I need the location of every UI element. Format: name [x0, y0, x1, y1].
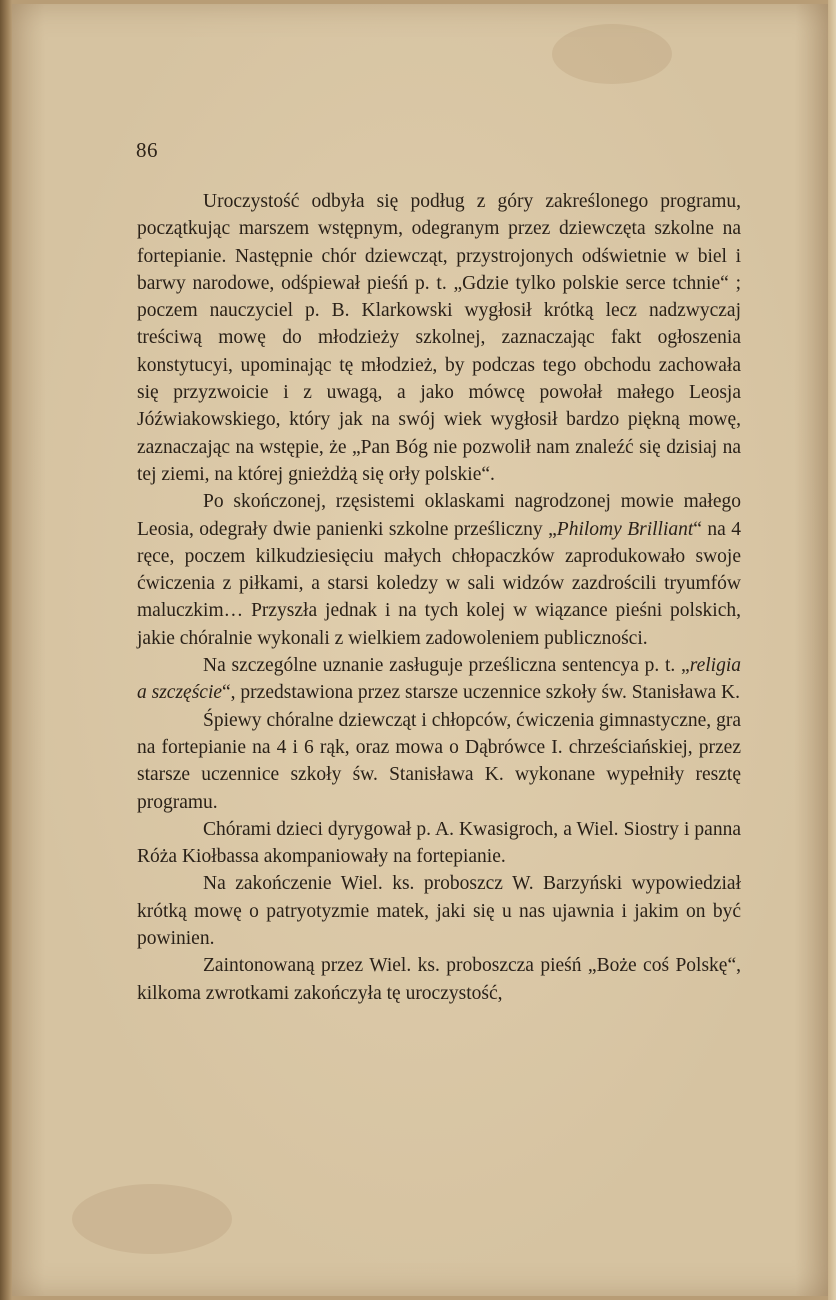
text-run: “ na 4 ręce, poczem kilkudziesięciu małych chłopaczków zaprodukowało swoje ćwiczenia z piłkami, a starsi koledzy w sali widzów zazdrościli tryumfów maluczkim… Przyszła jednak i na tych kolej w wiązance pieśni polskich, jakie chóralnie wykonali z wielkiem zadowoleniem publiczności.: [137, 518, 741, 649]
italic-title: Philomy Brilliant: [556, 518, 694, 540]
body-text: [137, 188, 741, 1007]
page-right-edge: [828, 0, 836, 1300]
paragraph: [137, 816, 741, 871]
paper-stain: [552, 24, 672, 84]
paragraph: [137, 652, 741, 707]
text-run: “, przedstawiona przez starsze uczennice szkoły św. Stanisława K.: [222, 682, 741, 704]
paragraph: [137, 707, 741, 816]
text-run: Zaintonowaną przez Wiel. ks. proboszcza pieśń „Boże coś Polskę“, kilkoma zwrotkami zakończyła tę uroczystość,: [137, 955, 741, 1004]
text-run: Na szczególne uznanie zasługuje prześliczna sentencya p. t. „: [203, 655, 690, 677]
text-run: Na zakończenie Wiel. ks. proboszcz W. Barzyński wypowiedział krótką mowę o patryotyzmie matek, jaki się u nas ujawnia i jakim on być powinien.: [137, 873, 741, 950]
paragraph: [137, 188, 741, 488]
text-run: Uroczystość odbyła się podług z góry zakreślonego programu, początkując marszem wstępnym, odegranym przez dziewczęta szkolne na fortepianie. Następnie chór dziewcząt, przystrojonych odświetnie w biel i barwy narodowe, odśpiewał pieśń p. t. „Gdzie tylko polskie serce tchnie“ ; poczem nauczyciel p. B. Klarkowski wygłosił krótką lecz nadzwyczaj treściwą mowę do młodzieży szkolnej, zaznaczając fakt ogłoszenia konstytucyi, upominając tę młodzież, by podczas tego obchodu zachowała się przyzwoicie i z uwagą, a jako mówcę powołał małego Leosja Jóźwiakowskiego, który jak na swój wiek wygłosił bardzo piękną mowę, zaznaczając na wstępie, że „Pan Bóg nie pozwolił nam znaleźć się dzisiaj na tej ziemi, na której gnieżdżą się orły polskie“.: [137, 191, 741, 485]
paragraph: [137, 488, 741, 652]
paragraph: [137, 870, 741, 952]
page-number: 86: [136, 138, 158, 162]
italic-title: religia a szczęście: [137, 655, 741, 704]
book-binding-edge: [0, 0, 12, 1300]
text-run: Po skończonej, rzęsistemi oklaskami nagrodzonej mowie małego Leosia, odegrały dwie panienki szkolne prześliczny „: [137, 491, 741, 540]
text-run: Chórami dzieci dyrygował p. A. Kwasigroch, a Wiel. Siostry i panna Róża Kiołbassa akompaniowały na fortepianie.: [137, 818, 741, 868]
paper-stain: [72, 1184, 232, 1254]
text-run: Śpiewy chóralne dziewcząt i chłopców, ćwiczenia gimnastyczne, gra na fortepianie na 4 i 6 rąk, oraz mowa o Dąbrówce I. chrześciańskiej, przez starsze uczennice szkoły św. Stanisława K. wykonane wypełniły resztę programu.: [137, 709, 741, 813]
paragraph: [137, 952, 741, 1007]
